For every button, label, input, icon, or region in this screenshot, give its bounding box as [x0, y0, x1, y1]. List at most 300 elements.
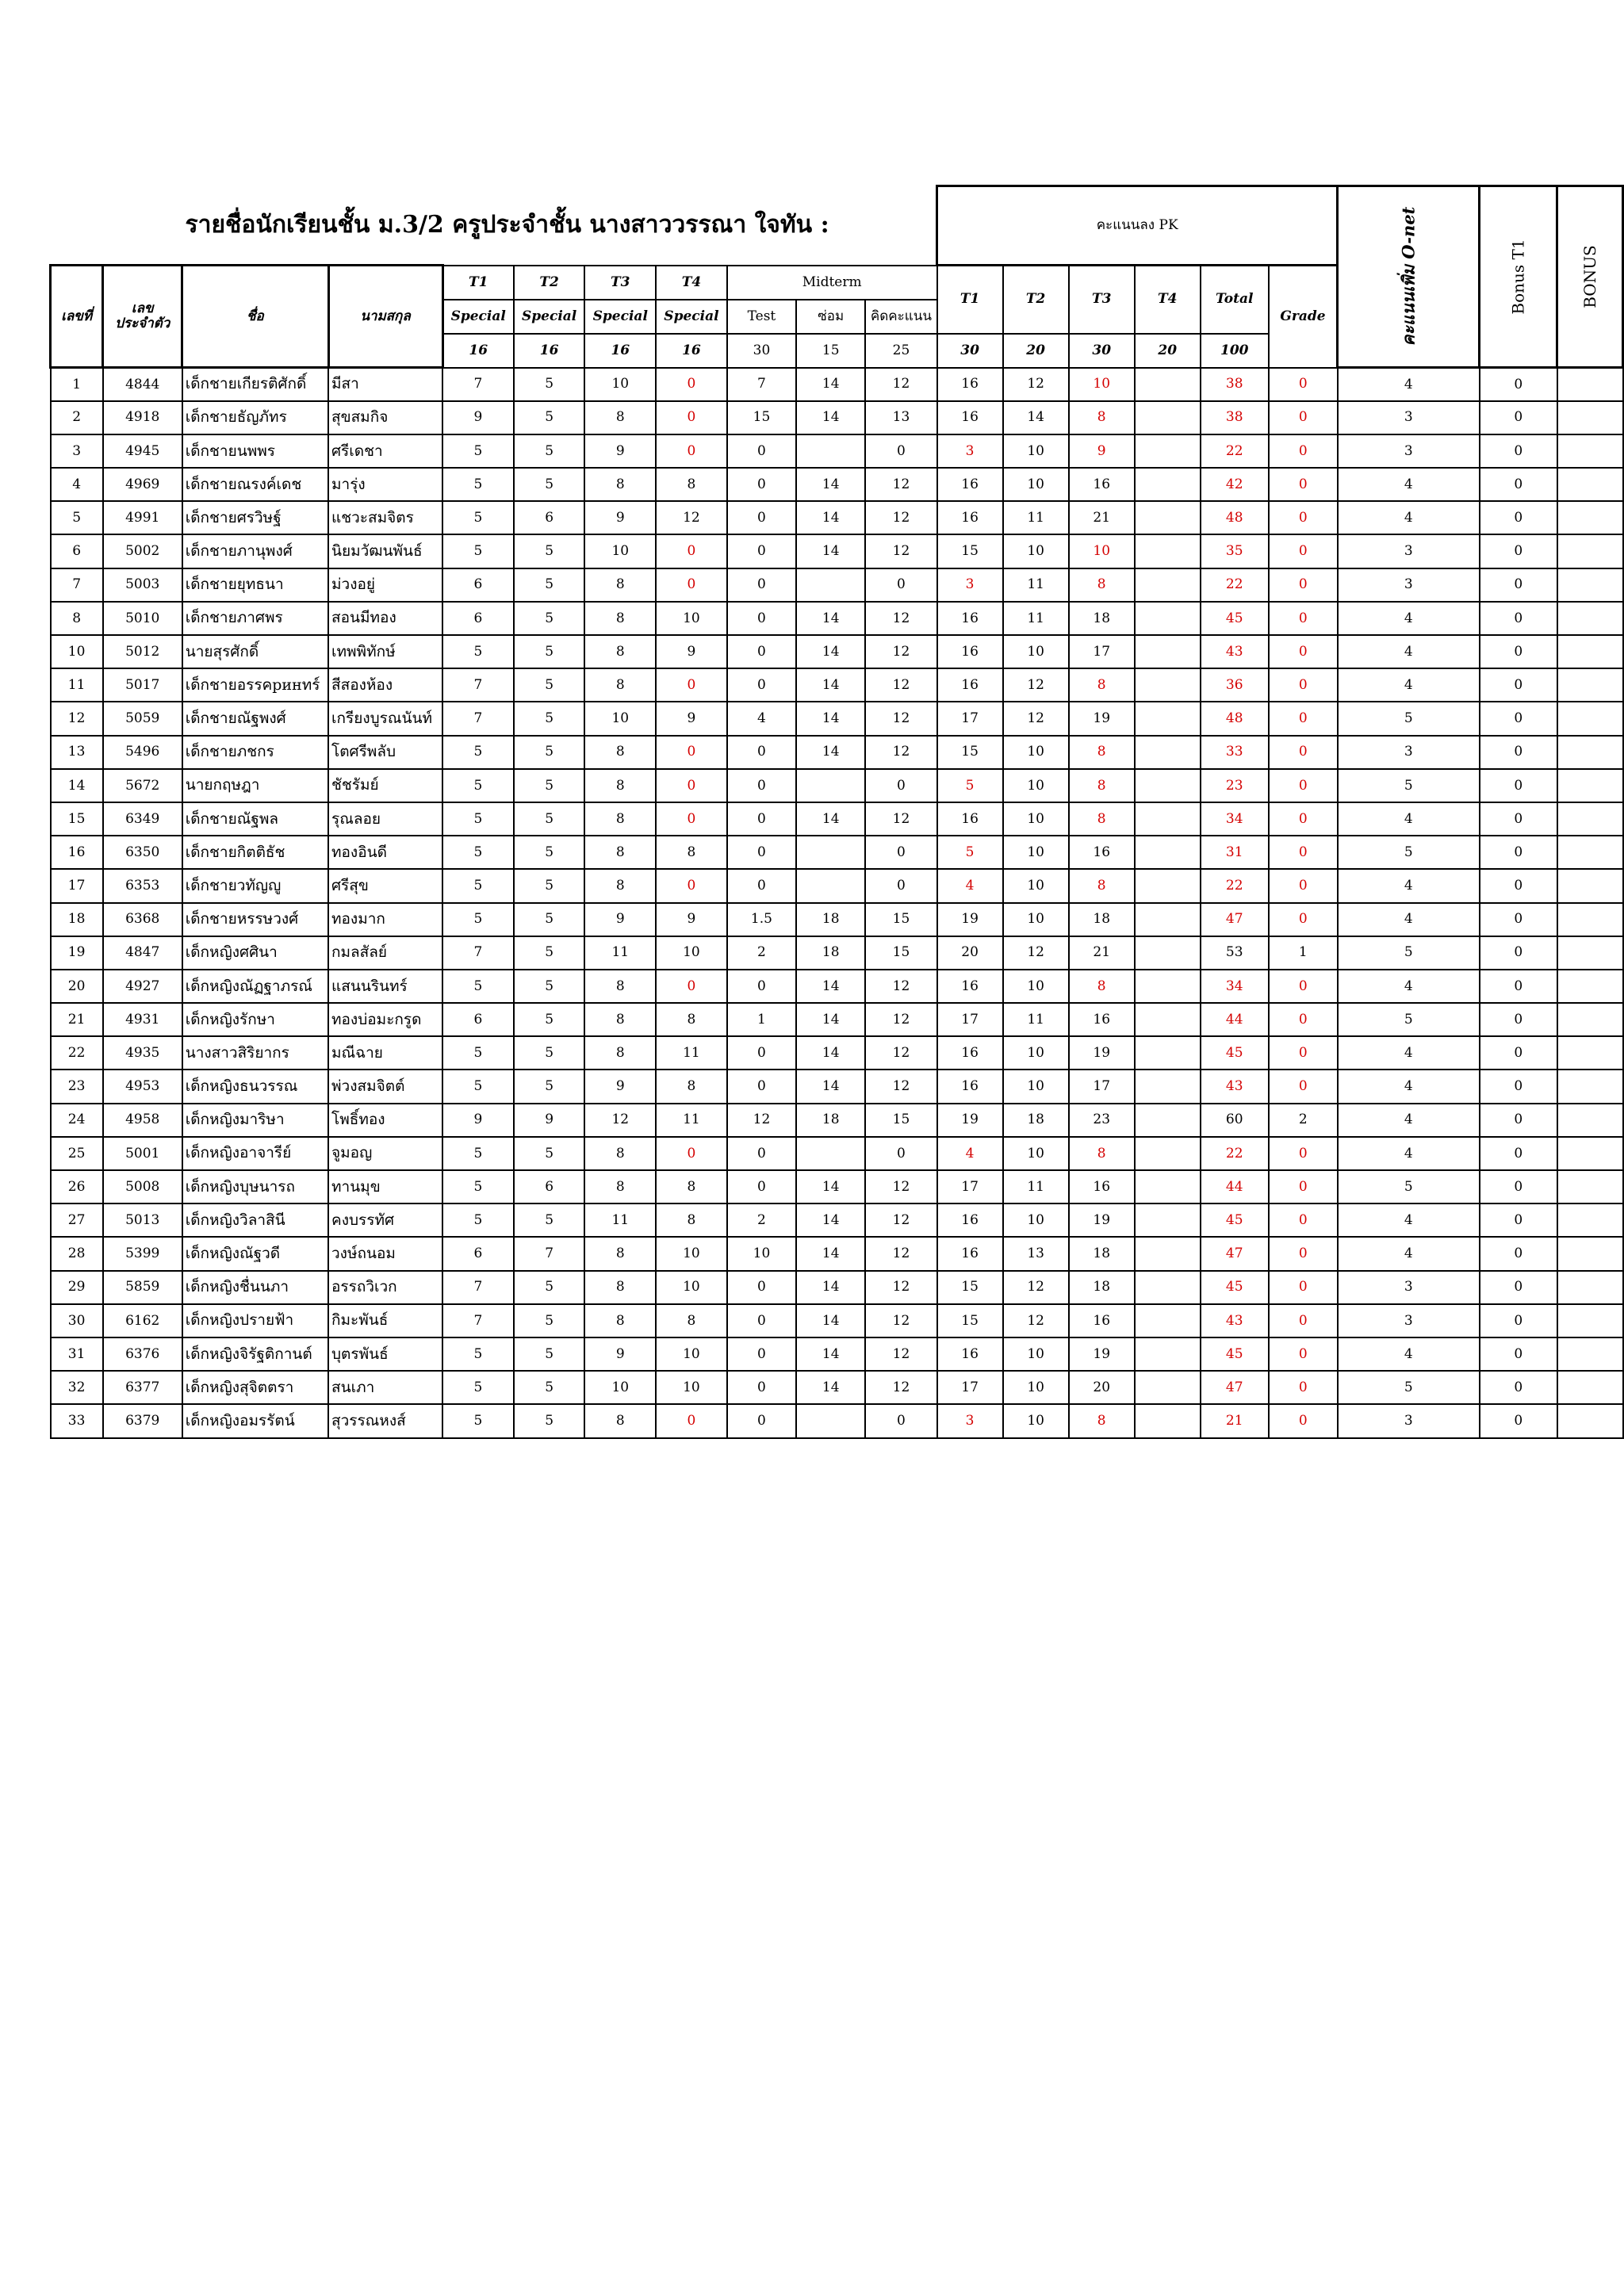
table-row [51, 501, 1623, 534]
cell-bonus-t1: 0 [1480, 1404, 1557, 1437]
cell-id: 5672 [103, 769, 182, 802]
cell-t3: 9 [584, 1070, 656, 1103]
cell-t2: 5 [514, 702, 585, 735]
cell-t1: 7 [442, 368, 514, 401]
table-row [51, 468, 1623, 501]
table-row [51, 736, 1623, 769]
cell-no: 26 [51, 1170, 103, 1203]
cell-bonus-t1: 0 [1480, 1237, 1557, 1270]
cell-calc: 12 [865, 635, 936, 668]
cell-repair: 14 [796, 501, 865, 534]
cell-onet: 5 [1338, 1003, 1480, 1036]
cell-t1: 5 [442, 1337, 514, 1371]
cell-no: 3 [51, 434, 103, 468]
table-row [51, 903, 1623, 936]
cell-t3: 9 [584, 903, 656, 936]
cell-repair: 14 [796, 1070, 865, 1103]
cell-calc: 12 [865, 802, 936, 836]
cell-grade: 0 [1269, 903, 1338, 936]
calc-header: คิดคะแนน [865, 300, 936, 334]
cell-no: 6 [51, 534, 103, 568]
cell-test: 0 [727, 501, 796, 534]
cell-pk-t4 [1135, 1404, 1201, 1437]
cell-calc: 12 [865, 702, 936, 735]
cell-name: เด็กหญิงณัฏฐาภรณ์ [182, 970, 328, 1003]
cell-pk-t3: 18 [1069, 1271, 1135, 1304]
table-row [51, 401, 1623, 434]
cell-t2: 5 [514, 1404, 585, 1437]
cell-total: 44 [1201, 1170, 1269, 1203]
cell-bonus-t1: 0 [1480, 869, 1557, 902]
cell-bonus [1557, 501, 1623, 534]
cell-total: 22 [1201, 434, 1269, 468]
cell-repair: 14 [796, 368, 865, 401]
cell-total: 38 [1201, 368, 1269, 401]
cell-t4: 0 [656, 534, 727, 568]
cell-repair [796, 1404, 865, 1437]
cell-t2: 7 [514, 1237, 585, 1270]
cell-bonus [1557, 970, 1623, 1003]
table-row [51, 1371, 1623, 1404]
cell-t3: 8 [584, 568, 656, 602]
cell-pk-t3: 16 [1069, 836, 1135, 869]
cell-pk-t1: 16 [937, 501, 1003, 534]
cell-pk-t1: 4 [937, 1137, 1003, 1170]
cell-calc: 12 [865, 668, 936, 702]
cell-repair: 14 [796, 802, 865, 836]
cell-test: 0 [727, 736, 796, 769]
cell-grade: 0 [1269, 1003, 1338, 1036]
cell-calc: 12 [865, 468, 936, 501]
table-row [51, 869, 1623, 902]
cell-test: 4 [727, 702, 796, 735]
cell-t1: 7 [442, 668, 514, 702]
cell-t3: 10 [584, 534, 656, 568]
cell-id: 6368 [103, 903, 182, 936]
cell-bonus [1557, 802, 1623, 836]
cell-onet: 4 [1338, 501, 1480, 534]
cell-bonus [1557, 1271, 1623, 1304]
t2-special-header: Special [514, 300, 585, 334]
cell-pk-t2: 10 [1003, 1036, 1069, 1070]
cell-no: 4 [51, 468, 103, 501]
cell-pk-t3: 8 [1069, 568, 1135, 602]
cell-calc: 0 [865, 769, 936, 802]
t4-max: 16 [656, 334, 727, 368]
cell-pk-t4 [1135, 1371, 1201, 1404]
table-row [51, 1003, 1623, 1036]
cell-bonus [1557, 936, 1623, 970]
cell-grade: 0 [1269, 602, 1338, 635]
cell-t2: 5 [514, 1003, 585, 1036]
table-row [51, 368, 1623, 401]
cell-t3: 8 [584, 836, 656, 869]
cell-t4: 0 [656, 668, 727, 702]
cell-t3: 8 [584, 468, 656, 501]
cell-pk-t4 [1135, 568, 1201, 602]
cell-bonus [1557, 434, 1623, 468]
cell-surname: รุณลอย [328, 802, 442, 836]
cell-pk-t3: 17 [1069, 1070, 1135, 1103]
cell-onet: 3 [1338, 568, 1480, 602]
table-row [51, 1036, 1623, 1070]
cell-no: 1 [51, 368, 103, 401]
cell-t2: 5 [514, 401, 585, 434]
cell-name: เด็กหญิงบุษนารถ [182, 1170, 328, 1203]
cell-pk-t2: 12 [1003, 1271, 1069, 1304]
cell-t2: 5 [514, 1304, 585, 1337]
cell-surname: พ่วงสมจิตต์ [328, 1070, 442, 1103]
cell-grade: 0 [1269, 635, 1338, 668]
cell-surname: ทองอินดี [328, 836, 442, 869]
cell-pk-t1: 3 [937, 434, 1003, 468]
cell-t1: 5 [442, 769, 514, 802]
cell-total: 34 [1201, 802, 1269, 836]
table-row [51, 702, 1623, 735]
cell-t1: 9 [442, 1104, 514, 1137]
cell-t4: 10 [656, 1271, 727, 1304]
cell-bonus [1557, 1237, 1623, 1270]
cell-calc: 12 [865, 602, 936, 635]
cell-bonus-t1: 0 [1480, 1137, 1557, 1170]
cell-t4: 0 [656, 736, 727, 769]
t3-max: 16 [584, 334, 656, 368]
cell-id: 6349 [103, 802, 182, 836]
cell-pk-t1: 20 [937, 936, 1003, 970]
cell-surname: สีสองห้อง [328, 668, 442, 702]
cell-name: เด็กหญิงปรายฟ้า [182, 1304, 328, 1337]
total-header: Total [1201, 266, 1269, 334]
cell-pk-t4 [1135, 401, 1201, 434]
cell-t3: 9 [584, 501, 656, 534]
cell-t3: 11 [584, 1203, 656, 1237]
t4-special-header: Special [656, 300, 727, 334]
cell-t1: 5 [442, 802, 514, 836]
table-row [51, 1070, 1623, 1103]
cell-test: 2 [727, 1203, 796, 1237]
cell-calc: 12 [865, 1070, 936, 1103]
cell-onet: 5 [1338, 836, 1480, 869]
cell-bonus [1557, 468, 1623, 501]
table-row [51, 1203, 1623, 1237]
cell-pk-t1: 17 [937, 702, 1003, 735]
cell-repair: 18 [796, 903, 865, 936]
cell-t4: 10 [656, 1237, 727, 1270]
cell-grade: 0 [1269, 1036, 1338, 1070]
cell-name: เด็กชายภชกร [182, 736, 328, 769]
cell-t1: 5 [442, 501, 514, 534]
cell-id: 5002 [103, 534, 182, 568]
cell-pk-t3: 21 [1069, 501, 1135, 534]
cell-onet: 4 [1338, 1036, 1480, 1070]
cell-bonus [1557, 1003, 1623, 1036]
surname-header: นามสกุล [328, 266, 442, 368]
cell-t2: 5 [514, 635, 585, 668]
table-row [51, 602, 1623, 635]
cell-total: 44 [1201, 1003, 1269, 1036]
cell-pk-t3: 18 [1069, 1237, 1135, 1270]
cell-t3: 8 [584, 970, 656, 1003]
cell-grade: 0 [1269, 869, 1338, 902]
cell-onet: 4 [1338, 635, 1480, 668]
cell-calc: 12 [865, 1271, 936, 1304]
cell-pk-t1: 16 [937, 1036, 1003, 1070]
cell-surname: โพธิ์ทอง [328, 1104, 442, 1137]
cell-calc: 15 [865, 903, 936, 936]
cell-id: 5399 [103, 1237, 182, 1270]
cell-pk-t2: 11 [1003, 602, 1069, 635]
cell-name: เด็กหญิงธนวรรณ [182, 1070, 328, 1103]
cell-t3: 8 [584, 736, 656, 769]
cell-t4: 0 [656, 1404, 727, 1437]
cell-repair: 14 [796, 970, 865, 1003]
cell-onet: 4 [1338, 903, 1480, 936]
cell-t3: 8 [584, 1003, 656, 1036]
cell-repair: 14 [796, 1170, 865, 1203]
cell-pk-t3: 16 [1069, 1003, 1135, 1036]
cell-no: 8 [51, 602, 103, 635]
cell-t4: 0 [656, 970, 727, 1003]
cell-pk-t2: 14 [1003, 401, 1069, 434]
table-row [51, 970, 1623, 1003]
cell-test: 0 [727, 1137, 796, 1170]
cell-pk-t3: 16 [1069, 1170, 1135, 1203]
cell-pk-t3: 20 [1069, 1371, 1135, 1404]
cell-pk-t4 [1135, 1271, 1201, 1304]
cell-test: 0 [727, 1036, 796, 1070]
table-row [51, 1404, 1623, 1437]
cell-pk-t2: 12 [1003, 1304, 1069, 1337]
cell-name: เด็กหญิงวิลาสินี [182, 1203, 328, 1237]
cell-name: เด็กชายยุทธนา [182, 568, 328, 602]
cell-t1: 6 [442, 602, 514, 635]
cell-pk-t4 [1135, 1170, 1201, 1203]
table-row [51, 1170, 1623, 1203]
cell-t1: 6 [442, 1003, 514, 1036]
cell-no: 32 [51, 1371, 103, 1404]
cell-pk-t1: 16 [937, 368, 1003, 401]
cell-id: 5010 [103, 602, 182, 635]
cell-repair: 14 [796, 702, 865, 735]
cell-bonus [1557, 1070, 1623, 1103]
cell-calc: 0 [865, 1404, 936, 1437]
page-title: รายชื่อนักเรียนชั้น ม.3/2 ครูประจำชั้น นางสาววรรณา ใจทัน : [185, 211, 829, 239]
cell-calc: 12 [865, 368, 936, 401]
cell-t3: 8 [584, 869, 656, 902]
cell-grade: 0 [1269, 1271, 1338, 1304]
cell-repair [796, 769, 865, 802]
cell-t2: 5 [514, 869, 585, 902]
cell-onet: 4 [1338, 668, 1480, 702]
cell-bonus [1557, 769, 1623, 802]
cell-name: เด็กหญิงอาจารีย์ [182, 1137, 328, 1170]
cell-t4: 11 [656, 1036, 727, 1070]
cell-grade: 0 [1269, 736, 1338, 769]
cell-test: 12 [727, 1104, 796, 1137]
cell-pk-t4 [1135, 602, 1201, 635]
cell-t3: 10 [584, 368, 656, 401]
cell-id: 5013 [103, 1203, 182, 1237]
cell-pk-t1: 15 [937, 1304, 1003, 1337]
cell-onet: 5 [1338, 702, 1480, 735]
cell-pk-t3: 19 [1069, 1036, 1135, 1070]
cell-pk-t2: 10 [1003, 468, 1069, 501]
cell-surname: ศรีเดชา [328, 434, 442, 468]
cell-surname: นิยมวัฒนพันธ์ [328, 534, 442, 568]
cell-grade: 0 [1269, 1070, 1338, 1103]
cell-t1: 5 [442, 1371, 514, 1404]
cell-pk-t4 [1135, 534, 1201, 568]
test-header: Test [727, 300, 796, 334]
cell-test: 0 [727, 1271, 796, 1304]
cell-pk-t1: 16 [937, 802, 1003, 836]
cell-pk-t1: 16 [937, 468, 1003, 501]
cell-bonus [1557, 534, 1623, 568]
cell-t4: 0 [656, 434, 727, 468]
cell-no: 11 [51, 668, 103, 702]
cell-surname: ม่วงอยู่ [328, 568, 442, 602]
cell-bonus-t1: 0 [1480, 1337, 1557, 1371]
cell-onet: 3 [1338, 1404, 1480, 1437]
cell-name: เด็กหญิงจิรัฐติกานต์ [182, 1337, 328, 1371]
cell-t2: 5 [514, 736, 585, 769]
id-header-line2: ประจำตัว [115, 316, 170, 331]
cell-grade: 0 [1269, 668, 1338, 702]
cell-pk-t3: 10 [1069, 534, 1135, 568]
cell-repair: 14 [796, 468, 865, 501]
cell-calc: 0 [865, 1137, 936, 1170]
pk-t2-max: 20 [1003, 334, 1069, 368]
cell-t4: 8 [656, 1170, 727, 1203]
cell-total: 22 [1201, 1137, 1269, 1170]
cell-calc: 12 [865, 1203, 936, 1237]
cell-grade: 0 [1269, 836, 1338, 869]
cell-t4: 11 [656, 1104, 727, 1137]
cell-id: 4953 [103, 1070, 182, 1103]
cell-pk-t4 [1135, 970, 1201, 1003]
pk-t2-header: T2 [1003, 266, 1069, 334]
cell-pk-t2: 10 [1003, 903, 1069, 936]
pk-t3-max: 30 [1069, 334, 1135, 368]
cell-bonus [1557, 903, 1623, 936]
cell-test: 0 [727, 1170, 796, 1203]
cell-grade: 2 [1269, 1104, 1338, 1137]
cell-bonus [1557, 1371, 1623, 1404]
cell-pk-t3: 8 [1069, 668, 1135, 702]
cell-test: 0 [727, 534, 796, 568]
cell-name: เด็กชายธัญภัทร [182, 401, 328, 434]
cell-grade: 0 [1269, 1304, 1338, 1337]
cell-total: 36 [1201, 668, 1269, 702]
cell-t1: 5 [442, 903, 514, 936]
cell-t2: 5 [514, 1337, 585, 1371]
cell-total: 43 [1201, 1304, 1269, 1337]
cell-grade: 0 [1269, 1237, 1338, 1270]
cell-bonus-t1: 0 [1480, 1304, 1557, 1337]
cell-name: เด็กชายกิตติธัช [182, 836, 328, 869]
table-row [51, 668, 1623, 702]
cell-pk-t3: 8 [1069, 736, 1135, 769]
cell-t4: 8 [656, 1304, 727, 1337]
cell-id: 4844 [103, 368, 182, 401]
test-max: 30 [727, 334, 796, 368]
cell-t4: 0 [656, 769, 727, 802]
cell-id: 5012 [103, 635, 182, 668]
cell-pk-t2: 11 [1003, 501, 1069, 534]
cell-repair: 14 [796, 1271, 865, 1304]
cell-repair [796, 568, 865, 602]
cell-test: 0 [727, 869, 796, 902]
cell-pk-t2: 10 [1003, 869, 1069, 902]
cell-calc: 12 [865, 501, 936, 534]
cell-id: 6162 [103, 1304, 182, 1337]
cell-onet: 4 [1338, 970, 1480, 1003]
cell-t3: 11 [584, 936, 656, 970]
cell-pk-t1: 16 [937, 401, 1003, 434]
grade-header: Grade [1269, 266, 1338, 368]
cell-test: 0 [727, 434, 796, 468]
cell-onet: 4 [1338, 368, 1480, 401]
cell-pk-t4 [1135, 1070, 1201, 1103]
cell-onet: 4 [1338, 1237, 1480, 1270]
cell-grade: 0 [1269, 1404, 1338, 1437]
cell-t4: 10 [656, 1371, 727, 1404]
cell-surname: ทองมาก [328, 903, 442, 936]
cell-surname: มณีฉาย [328, 1036, 442, 1070]
cell-onet: 4 [1338, 602, 1480, 635]
cell-no: 33 [51, 1404, 103, 1437]
cell-t4: 9 [656, 903, 727, 936]
cell-t3: 8 [584, 1170, 656, 1203]
cell-calc: 13 [865, 401, 936, 434]
cell-pk-t1: 16 [937, 602, 1003, 635]
cell-name: เด็กหญิงมาริษา [182, 1104, 328, 1137]
onet-header: คะแนนเพิ่ม O-net [1398, 206, 1419, 346]
cell-t2: 5 [514, 802, 585, 836]
cell-total: 60 [1201, 1104, 1269, 1137]
cell-id: 5008 [103, 1170, 182, 1203]
cell-t3: 8 [584, 1137, 656, 1170]
cell-grade: 0 [1269, 769, 1338, 802]
cell-no: 24 [51, 1104, 103, 1137]
cell-id: 6350 [103, 836, 182, 869]
pk-t4-header: T4 [1135, 266, 1201, 334]
cell-total: 33 [1201, 736, 1269, 769]
cell-total: 45 [1201, 1203, 1269, 1237]
cell-t1: 5 [442, 869, 514, 902]
cell-name: เด็กชายณัฐพงศ์ [182, 702, 328, 735]
cell-t1: 7 [442, 702, 514, 735]
cell-name: เด็กหญิงอมรรัตน์ [182, 1404, 328, 1437]
cell-bonus [1557, 668, 1623, 702]
cell-t1: 7 [442, 1271, 514, 1304]
cell-bonus [1557, 368, 1623, 401]
cell-onet: 3 [1338, 736, 1480, 769]
cell-test: 0 [727, 668, 796, 702]
cell-pk-t2: 10 [1003, 434, 1069, 468]
cell-t3: 10 [584, 702, 656, 735]
cell-calc: 15 [865, 936, 936, 970]
cell-onet: 3 [1338, 1271, 1480, 1304]
cell-t1: 7 [442, 1304, 514, 1337]
cell-t4: 10 [656, 1337, 727, 1371]
cell-calc: 12 [865, 1337, 936, 1371]
cell-id: 6353 [103, 869, 182, 902]
cell-t3: 9 [584, 434, 656, 468]
cell-t3: 8 [584, 1404, 656, 1437]
cell-bonus-t1: 0 [1480, 468, 1557, 501]
cell-test: 0 [727, 1304, 796, 1337]
